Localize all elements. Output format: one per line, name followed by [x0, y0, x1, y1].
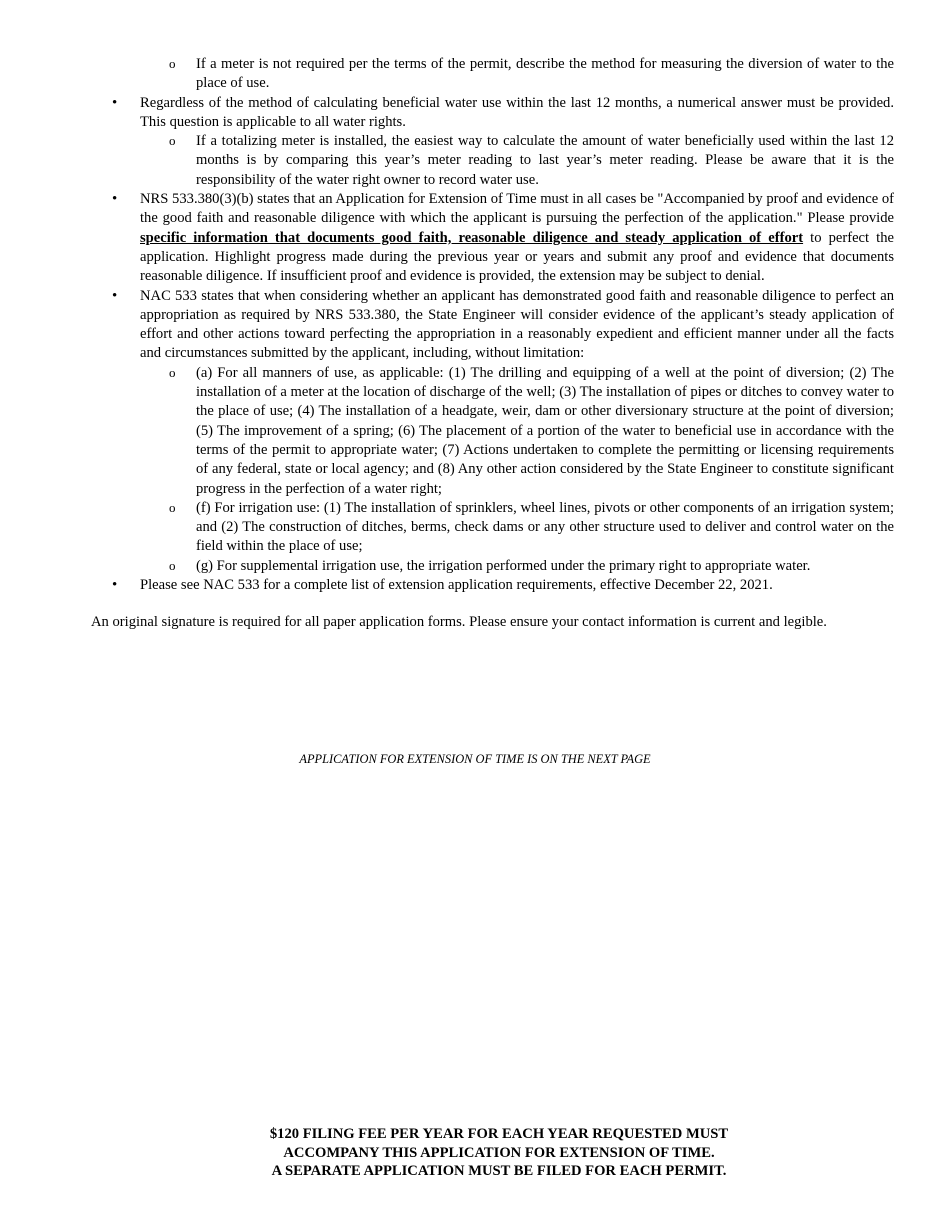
filing-fee-notice [0, 1125, 950, 1181]
nac-diligence-sub-list [140, 364, 894, 576]
bullet-nac-diligence [91, 287, 894, 576]
fee-line-1: $120 FILING FEE PER YEAR FOR EACH YEAR REQUESTED MUST [269, 1126, 729, 1142]
nrs-emphasis: specific information that documents good faith, reasonable diligence and steady application of effort [140, 229, 804, 246]
nrs-text-before: NRS 533.380(3)(b) states that an Application for Extension of Time must in all cases be "Accompanied by proof and evidence of the good faith and reasonable diligence with which the applicant is pursuing the perfection of the application." Please provide [140, 191, 894, 227]
fee-line-2: ACCOMPANY THIS APPLICATION FOR EXTENSION OF TIME. [283, 1144, 715, 1161]
instructions-body [91, 55, 894, 633]
nac-item-f: o (f) For irrigation use: (1) The installation of sprinklers, wheel lines, pivots or other components of an irrigation system; and (2) The construction of ditches, berms, check dams or any other structure used to deliver and control water on the field within the place of use; [140, 499, 894, 557]
meter-not-required-item: o If a meter is not required per the terms of the permit, describe the method for measuring the diversion of water to the place of use. [91, 55, 894, 94]
continued-sub-list [91, 55, 894, 94]
nac-item-g: o (g) For supplemental irrigation use, the irrigation performed under the primary right to appropriate water. [140, 557, 894, 576]
totalizing-meter-item: o If a totalizing meter is installed, the easiest way to calculate the amount of water beneficially used within the last 12 months is by comparing this year’s meter reading to last year’s meter reading. Please be aware that it is the responsibility of the water right owner to record water use. [140, 132, 894, 190]
nac-diligence-text: NAC 533 states that when considering whether an applicant has demonstrated good faith and reasonable diligence to perfect an appropriation as required by NRS 533.380, the State Engineer will consider evidence of the applicant’s steady application of effort and other actions toward perfecting the appropriation in a reasonably expedient and efficient manner under all the facts and circumstances submitted by the applicant, including, without limitation: [140, 287, 894, 362]
numerical-answer-sub-list [140, 132, 894, 190]
nac-item-a: o (a) For all manners of use, as applicable: (1) The drilling and equipping of a well at the point of diversion; (2) The installation of a meter at the location of discharge of the well; (3) The installation of pipes or ditches to convey water to the place of use; (4) The installation of a headgate, weir, dam or other diversionary structure at the point of diversion; (5) The improvement of a spring; (6) The placement of a portion of the water to beneficial use in accordance with the terms of the permit to appropriate water; (7) Actions undertaken to complete the permitting or licensing requirements of any federal, state or local agency; and (8) Any other action considered by the State Engineer to constitute significant progress in the perfection of a water right; [140, 364, 894, 499]
bullet-numerical-answer-text: Regardless of the method of calculating beneficial water use within the last 12 months, a numerical answer must be provided. This question is applicable to all water rights. [140, 94, 894, 130]
instruction-bullet-list [91, 94, 894, 596]
fee-line-3: A SEPARATE APPLICATION MUST BE FILED FOR EACH PERMIT. [271, 1163, 727, 1179]
nrs-text-after: to perfect the application. Highlight progress made during the previous year or years and submit any proof and evidence that documents reasonable diligence. If insufficient proof and evidence is provided, the extension may be subject to denial. [140, 229, 894, 285]
bullet-nac-reference: • Please see NAC 533 for a complete list of extension application requirements, effective December 22, 2021. [91, 576, 894, 595]
bullet-nrs-proof-evidence [91, 190, 894, 286]
signature-note: An original signature is required for all paper application forms. Please ensure your contact information is current and legible. [91, 614, 827, 631]
bullet-numerical-answer [91, 94, 894, 190]
next-page-notice: APPLICATION FOR EXTENSION OF TIME IS ON THE NEXT PAGE [299, 752, 651, 766]
